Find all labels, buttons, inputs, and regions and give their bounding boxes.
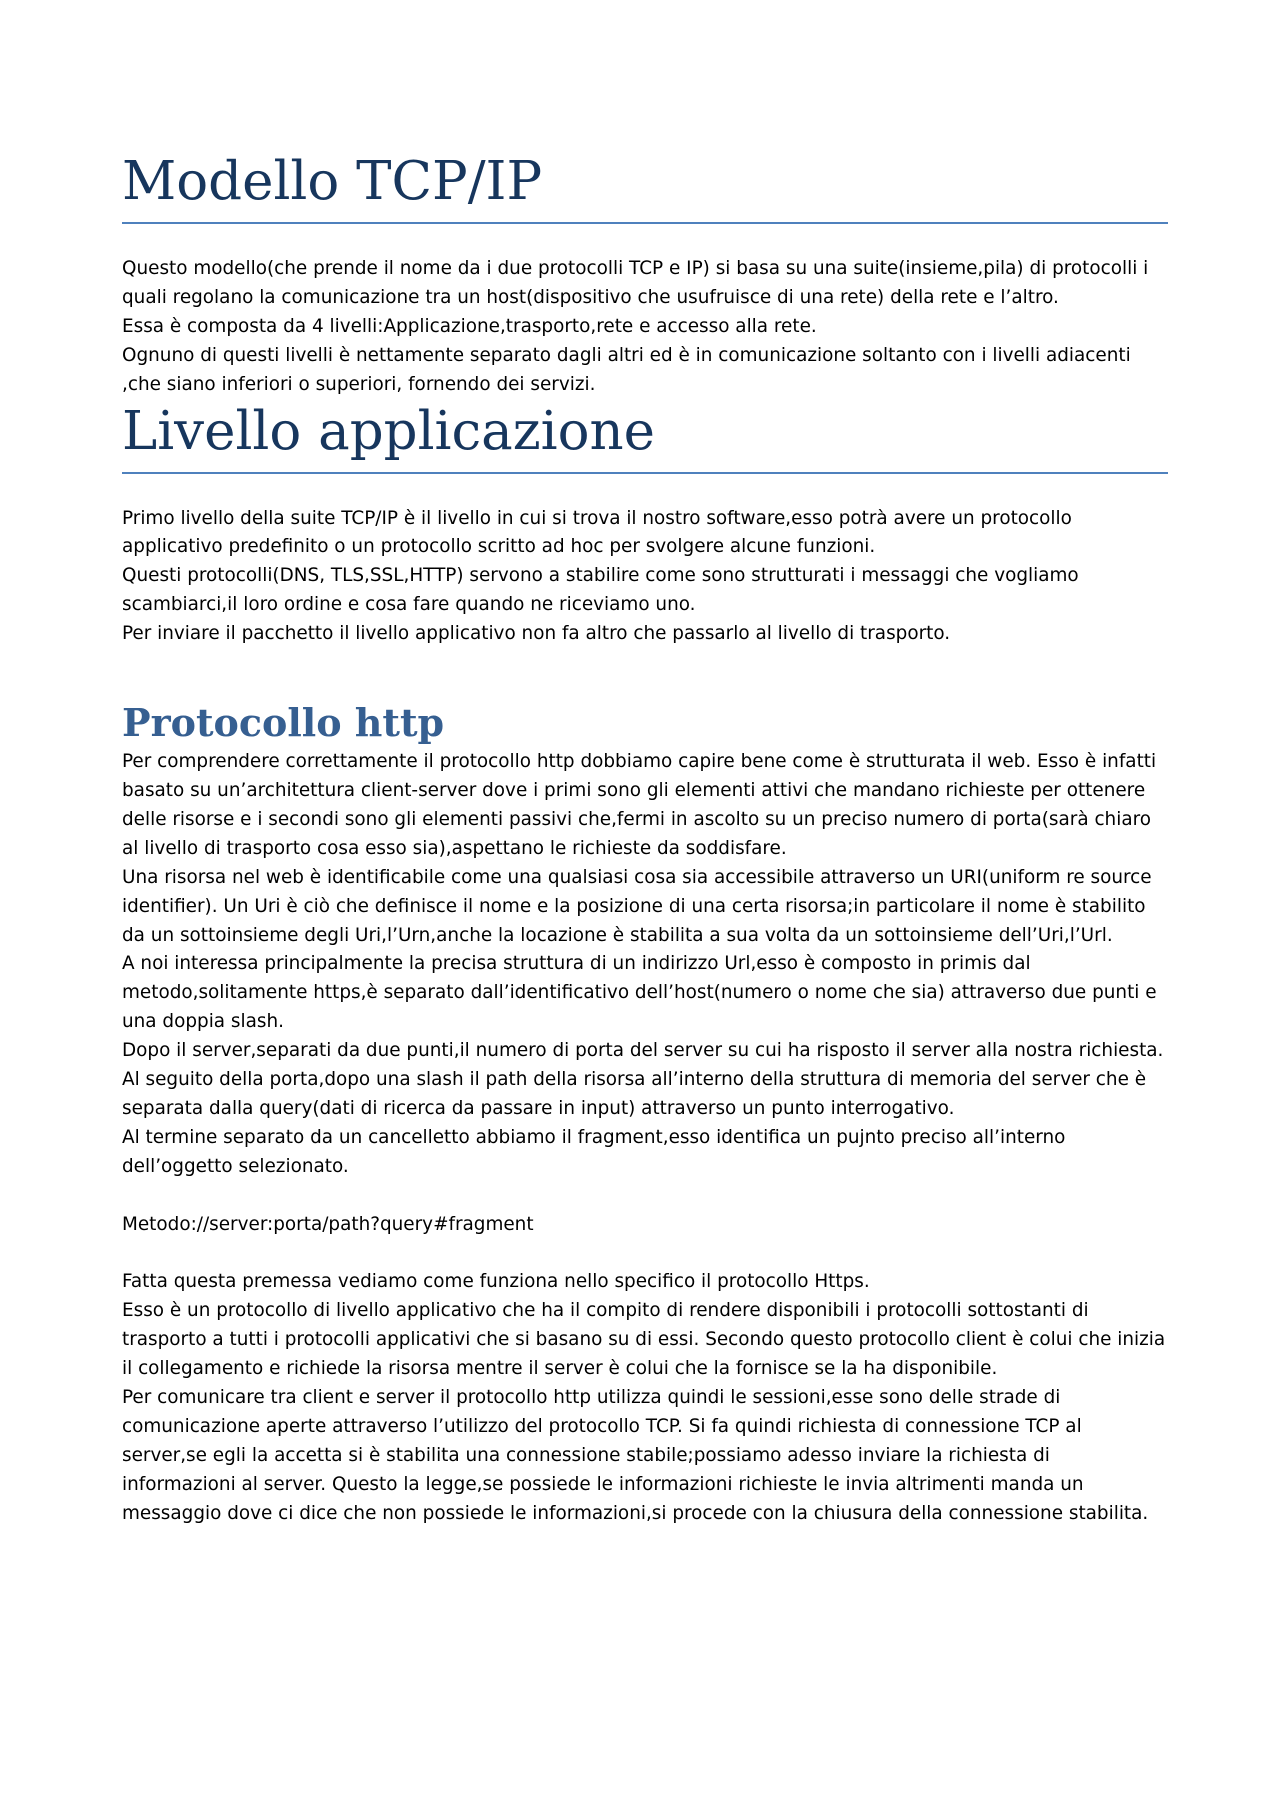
- title-modello-tcp-ip: Modello TCP/IP: [122, 150, 1168, 224]
- heading-protocollo-http: Protocollo http: [122, 700, 445, 746]
- section-http-body: [122, 748, 1168, 1528]
- paragraph: Una risorsa nel web è identificabile come una qualsiasi cosa sia accessibile attraverso un URI(uniform re source identifier). Un Uri è ciò che definisce il nome e la posizione di una certa risorsa;in particolare il nome è stabilito da un sottoinsieme degli Uri,l’Urn,anche la locazione è stabilita a sua volta da un sottoinsieme dell’Uri,l’Url.: [122, 866, 1152, 946]
- paragraph: Dopo il server,separati da due punti,il numero di porta del server su cui ha risposto il server alla nostra richiesta. Al seguito della porta,dopo una slash il path della risorsa all’interno della struttura di memoria del server che è separata dalla query(dati di ricerca da passare in input) attraverso un punto interrogativo.: [122, 1040, 1164, 1119]
- url-format-line: Metodo://server:porta/path?query#fragment: [122, 1213, 534, 1235]
- blank-line: [122, 1239, 1168, 1268]
- paragraph: Primo livello della suite TCP/IP è il livello in cui si trova il nostro software,esso potrà avere un protocollo applicativo predefinito o un protocollo scritto ad hoc per svolgere alcune funzioni.: [122, 507, 1072, 558]
- paragraph: Esso è un protocollo di livello applicativo che ha il compito di rendere disponibili i protocolli sottostanti di trasporto a tutti i protocolli applicativi che si basano su di essi. Secondo questo protocollo client è colui che inizia il collegamento e richiede la risorsa mentre il server è colui che la fornisce se la ha disponibile.: [122, 1300, 1166, 1380]
- blank-line: [122, 1182, 1168, 1211]
- paragraph: Per inviare il pacchetto il livello applicativo non fa altro che passarlo al livello di trasporto.: [122, 623, 951, 645]
- paragraph: A noi interessa principalmente la precisa struttura di un indirizzo Url,esso è composto in primis dal metodo,solitamente https,è separato dall’identificativo dell’host(numero o nome che sia) attraverso due punti e una doppia slash.: [122, 953, 1157, 1033]
- paragraph: Per comprendere correttamente il protocollo http dobbiamo capire bene come è strutturata il web. Esso è infatti basato su un’architettura client-server dove i primi sono gli elementi attivi che mandano richieste per ottenere delle risorse e i secondi sono gli elementi passivi che,fermi in ascolto su un preciso numero di porta(sarà chiaro al livello di trasporto cosa esso sia),aspettano le richieste da soddisfare.: [122, 751, 1157, 859]
- section-modello-body: [122, 255, 1168, 400]
- title-livello-applicazione: Livello applicazione: [122, 400, 1168, 474]
- paragraph: Fatta questa premessa vediamo come funziona nello specifico il protocollo Https.: [122, 1271, 870, 1293]
- paragraph: Questi protocolli(DNS, TLS,SSL,HTTP) servono a stabilire come sono strutturati i messaggi che vogliamo scambiarci,il loro ordine e cosa fare quando ne riceviamo uno.: [122, 565, 1079, 616]
- paragraph: Essa è composta da 4 livelli:Applicazione,trasporto,rete e accesso alla rete.: [122, 315, 817, 337]
- paragraph: Questo modello(che prende il nome da i due protocolli TCP e IP) si basa su una suite(insieme,pila) di protocolli i quali regolano la comunicazione tra un host(dispositivo che usufruisce di una rete) della rete e l’altro.: [122, 258, 1149, 308]
- paragraph: Ognuno di questi livelli è nettamente separato dagli altri ed è in comunicazione soltanto con i livelli adiacenti ,che siano inferiori o superiori, fornendo dei servizi.: [122, 344, 1131, 395]
- paragraph: Per comunicare tra client e server il protocollo http utilizza quindi le sessioni,esse sono delle strade di comunicazione aperte attraverso l’utilizzo del protocollo TCP. Si fa quindi richiesta di connessione TCP al server,se egli la accetta si è stabilita una connessione stabile;possiamo adesso inviare la richiesta di informazioni al server. Questo la legge,se possiede le informazioni richieste le invia altrimenti manda un messaggio dove ci dice che non possiede le informazioni,si procede con la chiusura della connessione stabilita.: [122, 1386, 1149, 1524]
- section-livello-body: [122, 505, 1168, 650]
- paragraph: Al termine separato da un cancelletto abbiamo il fragment,esso identifica un pujnto preciso all’interno dell’oggetto selezionato.: [122, 1126, 1066, 1177]
- document-page: [122, 150, 1168, 1529]
